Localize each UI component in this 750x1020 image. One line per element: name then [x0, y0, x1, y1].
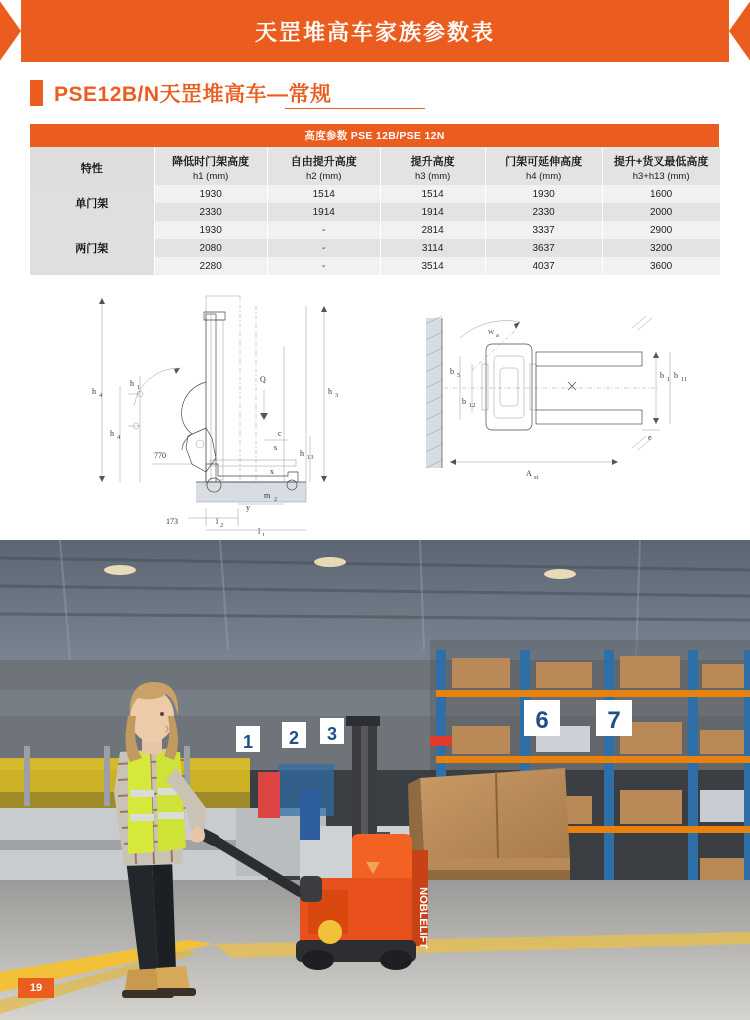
svg-text:2: 2 [288, 728, 300, 748]
svg-text:2: 2 [274, 496, 278, 503]
section-title-group [30, 78, 332, 108]
col-header-h2-name: 自由提升高度 [290, 156, 357, 168]
svg-text:W: W [488, 329, 495, 336]
svg-text:l: l [258, 527, 261, 536]
spec-table [30, 124, 720, 275]
side-view-drawing [88, 286, 348, 536]
cell-h3h13: 3600 [602, 257, 719, 275]
col-header-h3h13 [602, 147, 719, 185]
col-header-h2-unit: h2 (mm) [306, 171, 342, 182]
cell-h1: 1930 [154, 221, 267, 239]
svg-text:Q: Q [260, 375, 266, 384]
svg-text:1: 1 [137, 384, 141, 391]
cell-h2: - [267, 257, 380, 275]
svg-text:c: c [278, 429, 282, 438]
col-header-h3-unit: h3 (mm) [414, 171, 451, 182]
col-header-h3-name: 提升高度 [410, 156, 455, 168]
svg-text:x: x [270, 467, 274, 476]
cell-h3: 1514 [380, 185, 485, 203]
svg-text:12: 12 [469, 402, 476, 409]
svg-text:4: 4 [117, 434, 121, 441]
section-title: PSE12B/N天罡堆高车—常规 [54, 83, 332, 106]
cell-h4: 1930 [485, 185, 602, 203]
svg-text:7: 7 [607, 707, 621, 734]
svg-text:NOBLELIFT: NOBLELIFT [417, 887, 429, 949]
cell-h1: 1930 [154, 185, 267, 203]
title-marker-icon [30, 80, 43, 106]
cell-h3h13: 1600 [602, 185, 719, 203]
svg-text:st: st [534, 474, 539, 481]
col-header-h1-unit: h1 (mm) [192, 171, 229, 182]
cell-h3: 2814 [380, 221, 485, 239]
svg-text:h: h [130, 379, 134, 388]
col-header-feature [30, 147, 154, 185]
svg-text:1: 1 [262, 532, 266, 536]
col-header-h4 [485, 147, 602, 185]
svg-text:A: A [526, 469, 532, 478]
cell-h3: 3114 [380, 239, 485, 257]
cell-h4: 3637 [485, 239, 602, 257]
table-row [30, 185, 720, 203]
svg-text:h: h [300, 449, 304, 458]
cell-h2: 1914 [267, 203, 380, 221]
col-header-h3 [380, 147, 485, 185]
row-group-label-double: 两门架 [30, 221, 154, 275]
cell-h3: 3514 [380, 257, 485, 275]
svg-text:b: b [462, 397, 466, 406]
page-header-banner [0, 0, 750, 62]
cell-h2: - [267, 239, 380, 257]
cell-h1: 2280 [154, 257, 267, 275]
col-header-h3h13-name: 提升+货叉最低高度 [613, 156, 709, 168]
warehouse-scene [0, 540, 750, 1020]
col-header-h2 [267, 147, 380, 185]
col-header-feature-name: 特性 [80, 162, 103, 175]
cell-h4: 2330 [485, 203, 602, 221]
cell-h4: 4037 [485, 257, 602, 275]
row-group-label-single: 单门架 [30, 185, 154, 221]
svg-text:1: 1 [667, 376, 671, 383]
svg-text:l: l [216, 517, 219, 526]
svg-text:h: h [92, 387, 96, 396]
cell-h2: 1514 [267, 185, 380, 203]
svg-text:b: b [450, 367, 454, 376]
table-row [30, 221, 720, 239]
svg-text:13: 13 [307, 454, 314, 461]
product-photo [0, 540, 750, 1020]
svg-text:6: 6 [535, 707, 549, 734]
technical-drawings [0, 282, 750, 540]
svg-text:2: 2 [220, 522, 224, 529]
svg-text:770: 770 [154, 451, 166, 460]
cell-h3: 1914 [380, 203, 485, 221]
col-header-h4-name: 门架可延伸高度 [505, 156, 583, 168]
table-band-label: 高度参数 PSE 12B/PSE 12N [30, 124, 720, 147]
cell-h4: 3337 [485, 221, 602, 239]
table-header-row [30, 147, 720, 185]
page-title: 天罡堆高车家族参数表 [254, 19, 495, 45]
top-view-drawing [420, 312, 710, 492]
svg-text:b: b [660, 371, 664, 380]
svg-text:h: h [110, 429, 114, 438]
svg-text:11: 11 [681, 376, 688, 383]
svg-text:h: h [328, 387, 332, 396]
section-title-underline [285, 108, 425, 109]
cell-h1: 2330 [154, 203, 267, 221]
cell-h3h13: 2900 [602, 221, 719, 239]
svg-text:4: 4 [99, 392, 103, 399]
cell-h3h13: 2000 [602, 203, 719, 221]
svg-text:e: e [648, 433, 652, 442]
svg-text:y: y [246, 503, 250, 512]
svg-text:s: s [274, 443, 278, 452]
col-header-h1-name: 降低时门架高度 [172, 156, 250, 168]
col-header-h4-unit: h4 (mm) [525, 171, 562, 182]
cell-h3h13: 3200 [602, 239, 719, 257]
svg-text:3: 3 [335, 392, 339, 399]
table-band-row [30, 124, 720, 147]
svg-text:m: m [264, 491, 271, 500]
svg-text:b: b [674, 371, 678, 380]
svg-text:a: a [496, 332, 499, 339]
col-header-h3h13-unit: h3+h13 (mm) [632, 171, 690, 182]
svg-text:3: 3 [326, 724, 338, 744]
cell-h2: - [267, 221, 380, 239]
svg-text:5: 5 [457, 372, 461, 379]
col-header-h1 [154, 147, 267, 185]
svg-text:1: 1 [242, 732, 254, 752]
svg-text:173: 173 [166, 517, 178, 526]
page-number-badge: 19 [18, 978, 54, 998]
cell-h1: 2080 [154, 239, 267, 257]
